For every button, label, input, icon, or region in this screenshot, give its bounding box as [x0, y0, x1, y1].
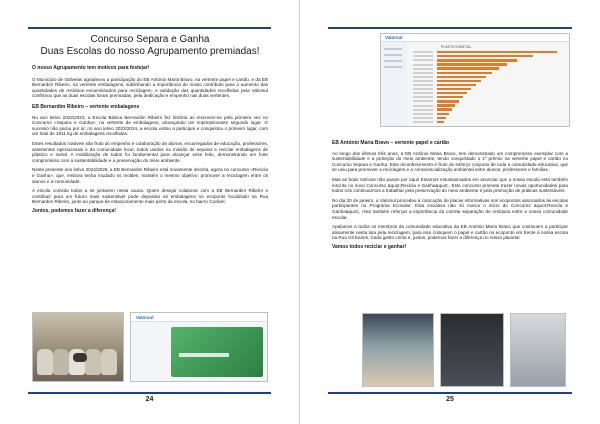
ranking-bar	[437, 51, 557, 53]
ranking-bar	[437, 63, 507, 65]
ranking-bar	[437, 121, 444, 123]
bag-shape	[37, 349, 53, 375]
ranking-bar	[437, 88, 471, 90]
ranking-bar	[437, 67, 499, 69]
closing-line: Juntos, podemos fazer a diferença!	[32, 207, 116, 214]
sidebar-item	[384, 48, 402, 50]
left-article	[32, 34, 268, 214]
recycling-bin-photo	[440, 313, 504, 387]
ranking-label-placeholder	[413, 64, 433, 66]
right-page	[300, 0, 600, 424]
sidebar-item	[384, 60, 402, 62]
ranking-label-placeholder	[413, 84, 433, 86]
dog-shape	[73, 353, 87, 362]
paragraph: Estes resultados notáveis são fruto do empenho e colaboração de alunos, encarregados de educação, professores, assistentes operacionais e da comunidade local, todos unidos na missão de separar e reciclar embalagens de plástico e metal. A mobilização de todos foi fundamental para alcançar esse feito, demonstrando um forte compromisso com a sustentabilidade e a preservação do meio ambiente.	[32, 140, 268, 163]
bag-shape	[85, 349, 101, 375]
paragraph: A escola convida todos a se juntarem nesta causa. Quem desejar colaborar com a EB Bernardim Ribeiro e contribuir para um futuro mais sustentável pode depositar as embalagens no ecoponto localizado na Rua Bernardim Ribeiro, junto ao parque de estacionamento mais perto da escola, no bairro Codivel.	[32, 188, 268, 205]
ranking-label-placeholder	[413, 92, 433, 94]
ranking-label-placeholder	[413, 72, 433, 74]
paragraph: Neste presente ano letivo 2024/2025, a EB Bernardim Ribeiro está novamente inscrita, agora no concurso «Recicla e Ganha», que, embora tenha mudado os moldes, mantém o mesmo objetivo: promover a reciclagem entre os alunos e a comunidade.	[32, 167, 268, 184]
valorsul-logo: Valorsul	[136, 315, 154, 320]
section-heading-antonio: EB António Maria Bravo – vertente papel e cartão	[332, 140, 450, 146]
article-title: Concurso Separa e Ganha	[90, 34, 210, 45]
ranking-bar	[437, 96, 463, 98]
article-subtitle: Duas Escolas do nosso Agrupamento premiadas!	[40, 46, 260, 57]
intro-paragraph: O Município de Odivelas agradeceu a participação do EB António Maria Bravo, na vertente papel e cartão, e da EB Bernardim Ribeiro, na vertente embalagens, sublinhando a importância do nosso contributo para o aumento das quantidades de resíduos encaminhados para reciclagem. A validação das quantidades recolhidas pela Valorsul confirmou que as duas escolas foram premiadas, pela dedicação e empenho nas duas vertentes.	[32, 76, 268, 99]
bag-shape	[101, 349, 117, 375]
website-header	[131, 313, 267, 322]
ranking-label-placeholder	[413, 59, 433, 61]
ranking-bar	[437, 59, 517, 61]
dashboard-screenshot	[380, 33, 570, 127]
ranking-label-placeholder	[413, 80, 433, 82]
paragraph: No ano letivo 2022/2023, a Escola Básica Bernardim Ribeiro fez história ao inscrever-se pela primeira vez no Concurso «Separa e Ganha», na vertente de embalagens, alcançando um impressionante segundo lugar. O sucesso não parou por aí: no ano letivo 2023/2024, a escola voltou a participar e conquistou o primeiro lugar, com um total de 1911 kg de embalagens recolhidas.	[32, 114, 268, 137]
bottom-rule	[28, 392, 271, 394]
ranking-label-placeholder	[413, 51, 433, 53]
valorsul-logo: Valorsul	[385, 35, 403, 40]
paragraph: Ao longo dos últimos três anos, a EB António Maria Bravo, tem demonstrado um compromisso exemplar com a sustentabilidade e a proteção do meio ambiente, tendo conquistado o 1º prémio na vertente papel e cartão no Concurso Separa e Ganha. Este reconhecimento é fruto do esforço conjunto de toda a comunidade educativa, que se uniu para promover a reciclagem e a consciencialização ambiental entre alunos, professores e famílias.	[332, 150, 568, 173]
dashboard-chart-caption: PLÁSTICO/METAL	[441, 45, 472, 49]
ranking-label-placeholder	[413, 88, 433, 90]
top-rule	[328, 27, 572, 29]
ranking-label-placeholder	[413, 100, 433, 102]
dashboard-header	[381, 34, 569, 42]
ranking-bar	[437, 72, 492, 74]
website-hero-image	[171, 327, 263, 377]
ranking-bar	[437, 55, 533, 57]
website-caption	[179, 353, 229, 357]
bottom-rule	[328, 392, 572, 394]
paragraph: Apelamos a todos os membros da comunidade educativa da EB António Maria Bravo que continuem a participar ativamente nesta luta pela reciclagem, para isso coloquem o papel e cartão no ecoponto em frente à nossa escola na Rua Gil Eanes. Cada gesto conta e, juntos, podemos fazer a diferença no nosso planeta!	[332, 224, 568, 241]
ecoponto-photo	[362, 313, 434, 387]
sidebar-item	[384, 54, 402, 56]
ranking-label-placeholder	[413, 105, 433, 107]
ranking-bar	[437, 100, 459, 102]
ranking-bar	[437, 108, 452, 110]
page-number: 24	[145, 396, 154, 403]
ranking-label-placeholder	[413, 117, 433, 119]
page-number: 25	[446, 396, 454, 403]
paragraph: Mas as boas notícias não param por aqui! Estamos entusiasmados em anunciar que a nossa escola está também inscrita no novo Concurso &quot;Recicla e Ganha&quot;. Este concurso promete trazer novas oportunidades para todos nós continuarmos a trabalhar pela preservação do meio ambiente e pela promoção de práticas sustentáveis.	[332, 176, 568, 194]
ranking-bar	[437, 80, 481, 82]
ranking-bar	[437, 76, 486, 78]
ranking-bar	[437, 117, 446, 119]
ranking-bar	[437, 104, 455, 106]
right-article	[332, 135, 568, 251]
ecoponto-photo	[32, 312, 124, 382]
ranking-bar	[437, 113, 449, 115]
ranking-bar	[437, 92, 467, 94]
section-heading-bernardim: EB Bernardim Ribeiro – vertente embalagens	[32, 103, 140, 110]
sidebar-item	[384, 66, 402, 68]
ranking-label-placeholder	[413, 55, 433, 57]
ranking-label-placeholder	[413, 96, 433, 98]
lead-text: O nosso Agrupamento tem motivos para festejar!	[32, 65, 150, 71]
ranking-label-placeholder	[413, 68, 433, 70]
paragraph: No dia 20 de janeiro, a Valorsul procedeu à colocação de placas informativas nos ecopontos associados às escolas participantes no Programa Ecovalor. Esta iniciativa não só marca o início do Concurso &quot;Recicla e Ganha&quot;, mas também reforçar a importância da correta separação de resíduos entre a nossa comunidade escolar.	[332, 197, 568, 220]
website-screenshot	[130, 312, 268, 382]
closing-line: Vamos todos reciclar e ganhar!	[332, 243, 407, 250]
ranking-label-placeholder	[413, 121, 433, 123]
top-rule	[28, 27, 271, 29]
dashboard-sidebar	[381, 42, 407, 126]
info-sign-photo	[510, 313, 566, 387]
ranking-bar	[437, 84, 476, 86]
ranking-label-placeholder	[413, 113, 433, 115]
bag-shape	[53, 349, 69, 375]
ranking-label-placeholder	[413, 109, 433, 111]
ranking-label-placeholder	[413, 76, 433, 78]
